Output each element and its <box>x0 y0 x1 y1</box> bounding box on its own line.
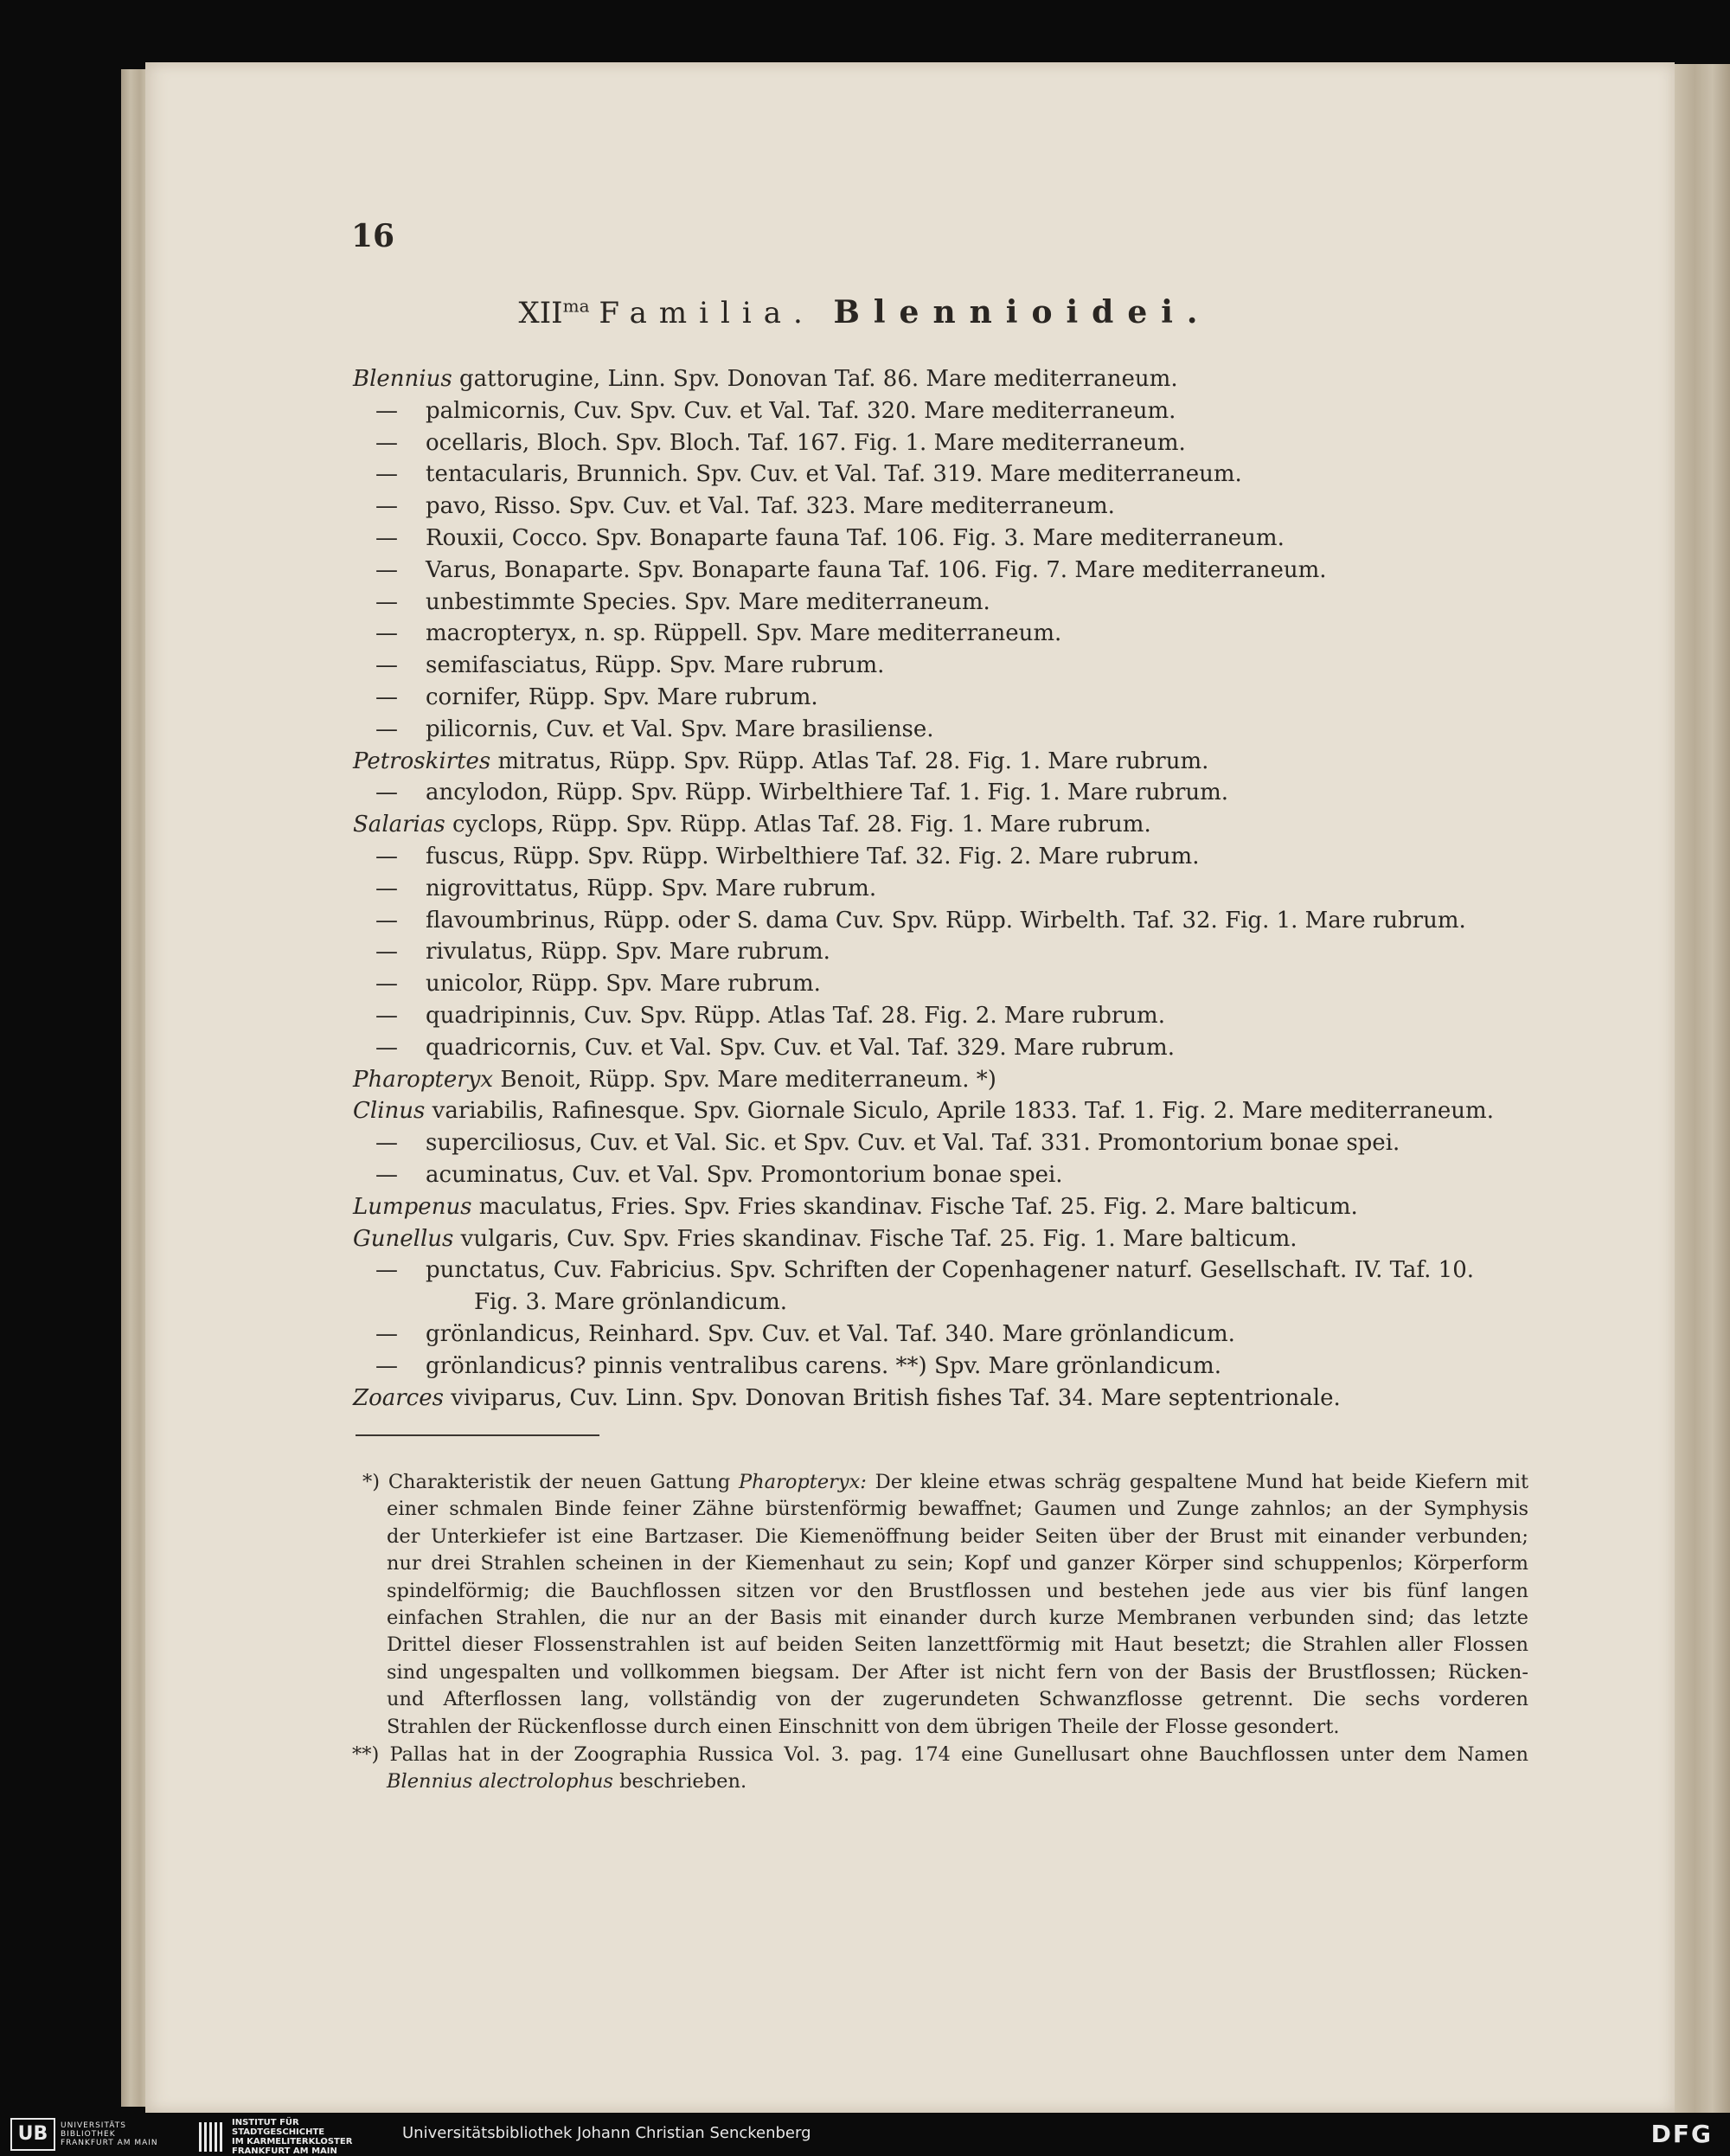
ditto-dash: — <box>375 524 398 551</box>
isg-logo-text <box>232 2118 352 2156</box>
ditto-dash: — <box>375 556 398 583</box>
footnote-1-line: und Afterflossen lang, vollständig von der zugerundeten Schwanzflosse getrennt. Die sechs vorderen <box>387 1688 1528 1711</box>
ditto-dash: — <box>375 652 398 679</box>
species-entry-text <box>353 780 1228 805</box>
genus-name: Lumpenus <box>353 1193 472 1220</box>
ditto-dash: — <box>375 588 398 615</box>
species-description: cyclops, Rüpp. Spv. Rüpp. Atlas Taf. 28. Fig. 1. Mare rubrum. <box>445 812 1151 838</box>
species-description: fuscus, Rüpp. Spv. Rüpp. Wirbelthiere Taf. 32. Fig. 2. Mare rubrum. <box>426 843 1200 869</box>
species-entry-text <box>353 620 1061 646</box>
species-entry <box>353 873 1538 905</box>
species-description: rivulatus, Rüpp. Spv. Mare rubrum. <box>426 939 830 966</box>
footnote-1-line: einfachen Strahlen, die nur an der Basis mit einander durch kurze Membranen verbunden sind; das letzte <box>387 1606 1528 1629</box>
ditto-dash: — <box>375 715 398 742</box>
species-entry-text <box>353 525 1285 551</box>
species-entry <box>353 746 1538 778</box>
family-name: Blennioidei. <box>833 294 1212 330</box>
species-description: palmicornis, Cuv. Spv. Cuv. et Val. Taf. 320. Mare mediterraneum. <box>426 397 1176 424</box>
ditto-dash: — <box>375 397 398 424</box>
species-entry <box>353 777 1538 809</box>
footnote-1-line <box>362 1469 1528 1496</box>
genus-name: Zoarces <box>353 1384 444 1411</box>
genus-name: Gunellus <box>353 1225 454 1252</box>
species-entry <box>353 905 1538 937</box>
species-entry <box>353 1287 1538 1319</box>
species-entry-text <box>353 1067 996 1093</box>
species-entry-text <box>353 1226 1298 1252</box>
ditto-dash: — <box>375 683 398 710</box>
species-entry <box>353 587 1538 619</box>
species-entry-text <box>353 908 1466 934</box>
species-entry <box>353 714 1538 746</box>
species-entry-text <box>353 1162 1063 1188</box>
footnote-2-text-end: beschrieben. <box>612 1770 747 1793</box>
species-entry <box>353 841 1538 873</box>
isg-logo-line: INSTITUT FÜR <box>232 2118 299 2127</box>
ditto-dash: — <box>375 907 398 934</box>
species-entry <box>353 682 1538 714</box>
species-description: Varus, Bonaparte. Spv. Bonaparte fauna Taf. 106. Fig. 7. Mare mediterraneum. <box>426 556 1327 583</box>
ditto-dash: — <box>375 1257 398 1284</box>
family-numeral: XII <box>518 296 563 330</box>
species-entry-text <box>353 684 818 710</box>
species-description: semifasciatus, Rüpp. Spv. Mare rubrum. <box>426 652 885 679</box>
footnote-2 <box>352 1742 1528 1796</box>
footnote-2-line <box>352 1742 1528 1768</box>
species-entry <box>353 363 1538 395</box>
footnote-1 <box>362 1469 1528 1741</box>
ub-logo[interactable] <box>10 2118 158 2151</box>
footnote-2-text: Pallas hat in der Zoographia Russica Vol. 3. pag. 174 eine Gunellusart ohne Bauchflossen unter dem Namen <box>379 1743 1528 1766</box>
ditto-dash: — <box>375 1320 398 1347</box>
page-stack-right <box>1671 64 1730 2113</box>
species-description: viviparus, Cuv. Linn. Spv. Donovan British fishes Taf. 34. Mare septentrionale. <box>443 1384 1341 1411</box>
species-entry <box>353 618 1538 650</box>
footnote-1-genus: Pharopteryx: <box>739 1471 867 1493</box>
isg-logo-line: IM KARMELITERKLOSTER <box>232 2137 353 2146</box>
genus-name: Pharopteryx <box>353 1066 494 1093</box>
species-entry-text <box>353 812 1151 837</box>
species-description: punctatus, Cuv. Fabricius. Spv. Schriften der Copenhagener naturf. Gesellschaft. IV. Taf. 10. <box>426 1257 1474 1284</box>
species-entry <box>353 459 1538 491</box>
species-entry-text <box>353 461 1242 487</box>
species-entry <box>353 809 1538 841</box>
species-description: superciliosus, Cuv. et Val. Sic. et Spv. Cuv. et Val. Taf. 331. Promontorium bonae spei. <box>426 1130 1400 1157</box>
species-description: flavoumbrinus, Rüpp. oder S. dama Cuv. Spv. Rüpp. Wirbelth. Taf. 32. Fig. 1. Mare rubrum. <box>426 907 1466 934</box>
species-entry <box>353 1127 1538 1159</box>
ditto-dash: — <box>375 620 398 647</box>
footnote-2-genus: Blennius alectrolophus <box>387 1770 613 1793</box>
species-entry-text <box>353 1353 1221 1379</box>
footnote-1-line: sind ungespalten und vollkommen biegsam. Der After ist nicht fern von der Basis der Brustflossen; Rücken- <box>387 1660 1528 1684</box>
species-entry <box>353 427 1538 459</box>
footnote-1-line: Strahlen der Rückenflosse durch einen Einschnitt von dem übrigen Theile der Flosse gesondert. <box>387 1715 1340 1738</box>
species-entry-text <box>353 1321 1235 1347</box>
species-description: Benoit, Rüpp. Spv. Mare mediterraneum. *) <box>493 1066 996 1093</box>
species-entry <box>353 1223 1538 1255</box>
species-description: unicolor, Rüpp. Spv. Mare rubrum. <box>426 971 821 998</box>
species-entry-text <box>353 398 1176 424</box>
genus-name: Petroskirtes <box>353 748 491 774</box>
footnote-1-line: der Unterkiefer ist eine Bartzaser. Die Kiemenöffnung beider Seiten über der Brust mit einander verbunden; <box>387 1524 1528 1548</box>
species-description: ancylodon, Rüpp. Spv. Rüpp. Wirbelthiere Taf. 1. Fig. 1. Mare rubrum. <box>426 780 1229 806</box>
species-entry <box>353 1000 1538 1032</box>
species-entry <box>353 968 1538 1000</box>
species-entry-text <box>353 1289 787 1315</box>
ditto-dash: — <box>375 1130 398 1157</box>
species-description: acuminatus, Cuv. et Val. Spv. Promontorium bonae spei. <box>426 1161 1063 1188</box>
species-entry <box>353 1032 1538 1064</box>
species-description: ocellaris, Bloch. Spv. Bloch. Taf. 167. Fig. 1. Mare mediterraneum. <box>426 429 1186 456</box>
ditto-dash: — <box>375 461 398 488</box>
isg-logo-mark <box>199 2122 225 2152</box>
ditto-dash: — <box>375 1352 398 1379</box>
species-description: unbestimmte Species. Spv. Mare mediterraneum. <box>426 588 990 615</box>
footnote-1-mark: *) <box>362 1471 381 1493</box>
species-entry-text <box>353 557 1327 583</box>
family-heading <box>0 294 1730 330</box>
isg-logo[interactable] <box>199 2118 352 2156</box>
library-name: Universitätsbibliothek Johann Christian Senckenberg <box>402 2124 811 2142</box>
isg-logo-line: FRANKFURT AM MAIN <box>232 2146 337 2156</box>
species-entry <box>353 1254 1538 1287</box>
species-entry-text <box>353 1257 1474 1283</box>
page-number: 16 <box>351 218 395 254</box>
species-entry <box>353 650 1538 682</box>
footnote-2-line <box>387 1768 1528 1795</box>
species-description: cornifer, Rüpp. Spv. Mare rubrum. <box>426 683 818 710</box>
footnote-1-first-text: Der kleine etwas schräg gespaltene Mund hat beide Kiefern mit <box>866 1471 1528 1493</box>
ditto-dash: — <box>375 939 398 966</box>
species-entry-text <box>353 716 934 742</box>
species-entry-text <box>353 748 1208 774</box>
ditto-dash: — <box>375 493 398 520</box>
species-description: maculatus, Fries. Spv. Fries skandinav. Fische Taf. 25. Fig. 2. Mare balticum. <box>471 1193 1358 1220</box>
species-description: gattorugine, Linn. Spv. Donovan Taf. 86. Mare mediterraneum. <box>452 366 1178 392</box>
species-description: pavo, Risso. Spv. Cuv. et Val. Taf. 323. Mare mediterraneum. <box>426 493 1115 520</box>
species-entry-text <box>353 939 830 965</box>
species-description: nigrovittatus, Rüpp. Spv. Mare rubrum. <box>426 875 877 902</box>
species-entry <box>353 936 1538 968</box>
footnote-1-line: Drittel dieser Flossenstrahlen ist auf beiden Seiten lanzettförmig mit Haut besetzt; die Strahlen aller Flossen <box>387 1633 1528 1657</box>
ditto-dash: — <box>375 875 398 902</box>
species-description: vulgaris, Cuv. Spv. Fries skandinav. Fische Taf. 25. Fig. 1. Mare balticum. <box>453 1225 1298 1252</box>
footnote-rule <box>356 1434 599 1436</box>
species-entry-text <box>353 1130 1400 1156</box>
species-entry-text <box>353 652 884 678</box>
species-entry-text <box>353 1035 1175 1061</box>
ditto-dash: — <box>375 971 398 998</box>
species-entry-text <box>353 1385 1341 1411</box>
ditto-dash: — <box>375 429 398 456</box>
species-description: pilicornis, Cuv. et Val. Spv. Mare brasiliense. <box>426 715 934 742</box>
genus-name: Salarias <box>353 812 445 838</box>
species-entry-text <box>353 493 1115 519</box>
ub-logo-mark: UB <box>10 2118 55 2151</box>
species-description: mitratus, Rüpp. Spv. Rüpp. Atlas Taf. 28. Fig. 1. Mare rubrum. <box>490 748 1209 774</box>
ditto-dash: — <box>375 1161 398 1188</box>
isg-logo-line: STADTGESCHICHTE <box>232 2127 325 2137</box>
species-entry <box>353 491 1538 523</box>
ub-logo-line: FRANKFURT AM MAIN <box>61 2139 158 2147</box>
footnote-1-line: einer schmalen Binde feiner Zähne bürstenförmig bewaffnet; Gaumen und Zunge zahnlos; an der Symphysis <box>387 1498 1528 1521</box>
species-entry <box>353 1319 1538 1351</box>
family-numeral-suffix: ma <box>562 295 590 317</box>
species-entry <box>353 523 1538 555</box>
species-entry <box>353 1191 1538 1223</box>
species-entry <box>353 395 1538 427</box>
footnote-1-line: nur drei Strahlen scheinen in der Kiemenhaut zu sein; Kopf und ganzer Körper sind schuppenlos; Körperform <box>387 1552 1528 1575</box>
species-entry-text <box>353 1003 1165 1029</box>
ditto-dash: — <box>375 780 398 806</box>
ub-logo-text <box>61 2121 158 2147</box>
species-description: tentacularis, Brunnich. Spv. Cuv. et Val. Taf. 319. Mare mediterraneum. <box>426 461 1242 488</box>
ub-logo-line: UNIVERSITÄTS <box>61 2121 126 2130</box>
species-description: macropteryx, n. sp. Rüppell. Spv. Mare mediterraneum. <box>426 620 1062 647</box>
family-word: Familia. <box>599 296 815 330</box>
species-description: grönlandicus, Reinhard. Spv. Cuv. et Val. Taf. 340. Mare grönlandicum. <box>426 1320 1235 1347</box>
ditto-dash: — <box>375 843 398 869</box>
ditto-dash: — <box>375 1002 398 1029</box>
species-list <box>353 363 1538 1414</box>
species-entry <box>353 1159 1538 1191</box>
species-entry <box>353 1351 1538 1383</box>
species-entry <box>353 1095 1538 1127</box>
ditto-dash: — <box>375 1034 398 1061</box>
species-entry <box>353 1064 1538 1096</box>
species-description: Rouxii, Cocco. Spv. Bonaparte fauna Taf. 106. Fig. 3. Mare mediterraneum. <box>426 524 1285 551</box>
species-entry <box>353 1383 1538 1415</box>
species-entry-text <box>353 1194 1358 1220</box>
viewer-footer-bar <box>0 2113 1730 2156</box>
species-entry <box>353 555 1538 587</box>
species-entry-text <box>353 1098 1494 1124</box>
species-description: variabilis, Rafinesque. Spv. Giornale Siculo, Aprile 1833. Taf. 1. Fig. 2. Mare mediterraneum. <box>425 1098 1494 1125</box>
species-entry-text <box>353 876 876 902</box>
species-entry-text <box>353 589 990 615</box>
species-entry-text <box>353 971 821 997</box>
species-description: grönlandicus? pinnis ventralibus carens. **) Spv. Mare grönlandicum. <box>426 1352 1221 1379</box>
species-description: quadripinnis, Cuv. Spv. Rüpp. Atlas Taf. 28. Fig. 2. Mare rubrum. <box>426 1002 1165 1029</box>
species-description: Fig. 3. Mare grönlandicum. <box>474 1289 788 1316</box>
ub-logo-line: BIBLIOTHEK <box>61 2130 116 2139</box>
footnote-2-mark: **) <box>352 1743 380 1766</box>
species-description: quadricornis, Cuv. et Val. Spv. Cuv. et Val. Taf. 329. Mare rubrum. <box>426 1034 1175 1061</box>
species-entry-text <box>353 844 1199 869</box>
genus-name: Blennius <box>353 366 452 392</box>
footnote-1-lead: Charakteristik der neuen Gattung <box>388 1471 740 1493</box>
dfg-logo[interactable]: DFG <box>1650 2120 1713 2148</box>
species-entry-text <box>353 366 1178 392</box>
species-entry-text <box>353 430 1186 456</box>
footnote-1-line: spindelförmig; die Bauchflossen sitzen vor den Brustflossen und bestehen jede aus vier bis fünf langen <box>387 1579 1528 1602</box>
genus-name: Clinus <box>353 1098 426 1125</box>
